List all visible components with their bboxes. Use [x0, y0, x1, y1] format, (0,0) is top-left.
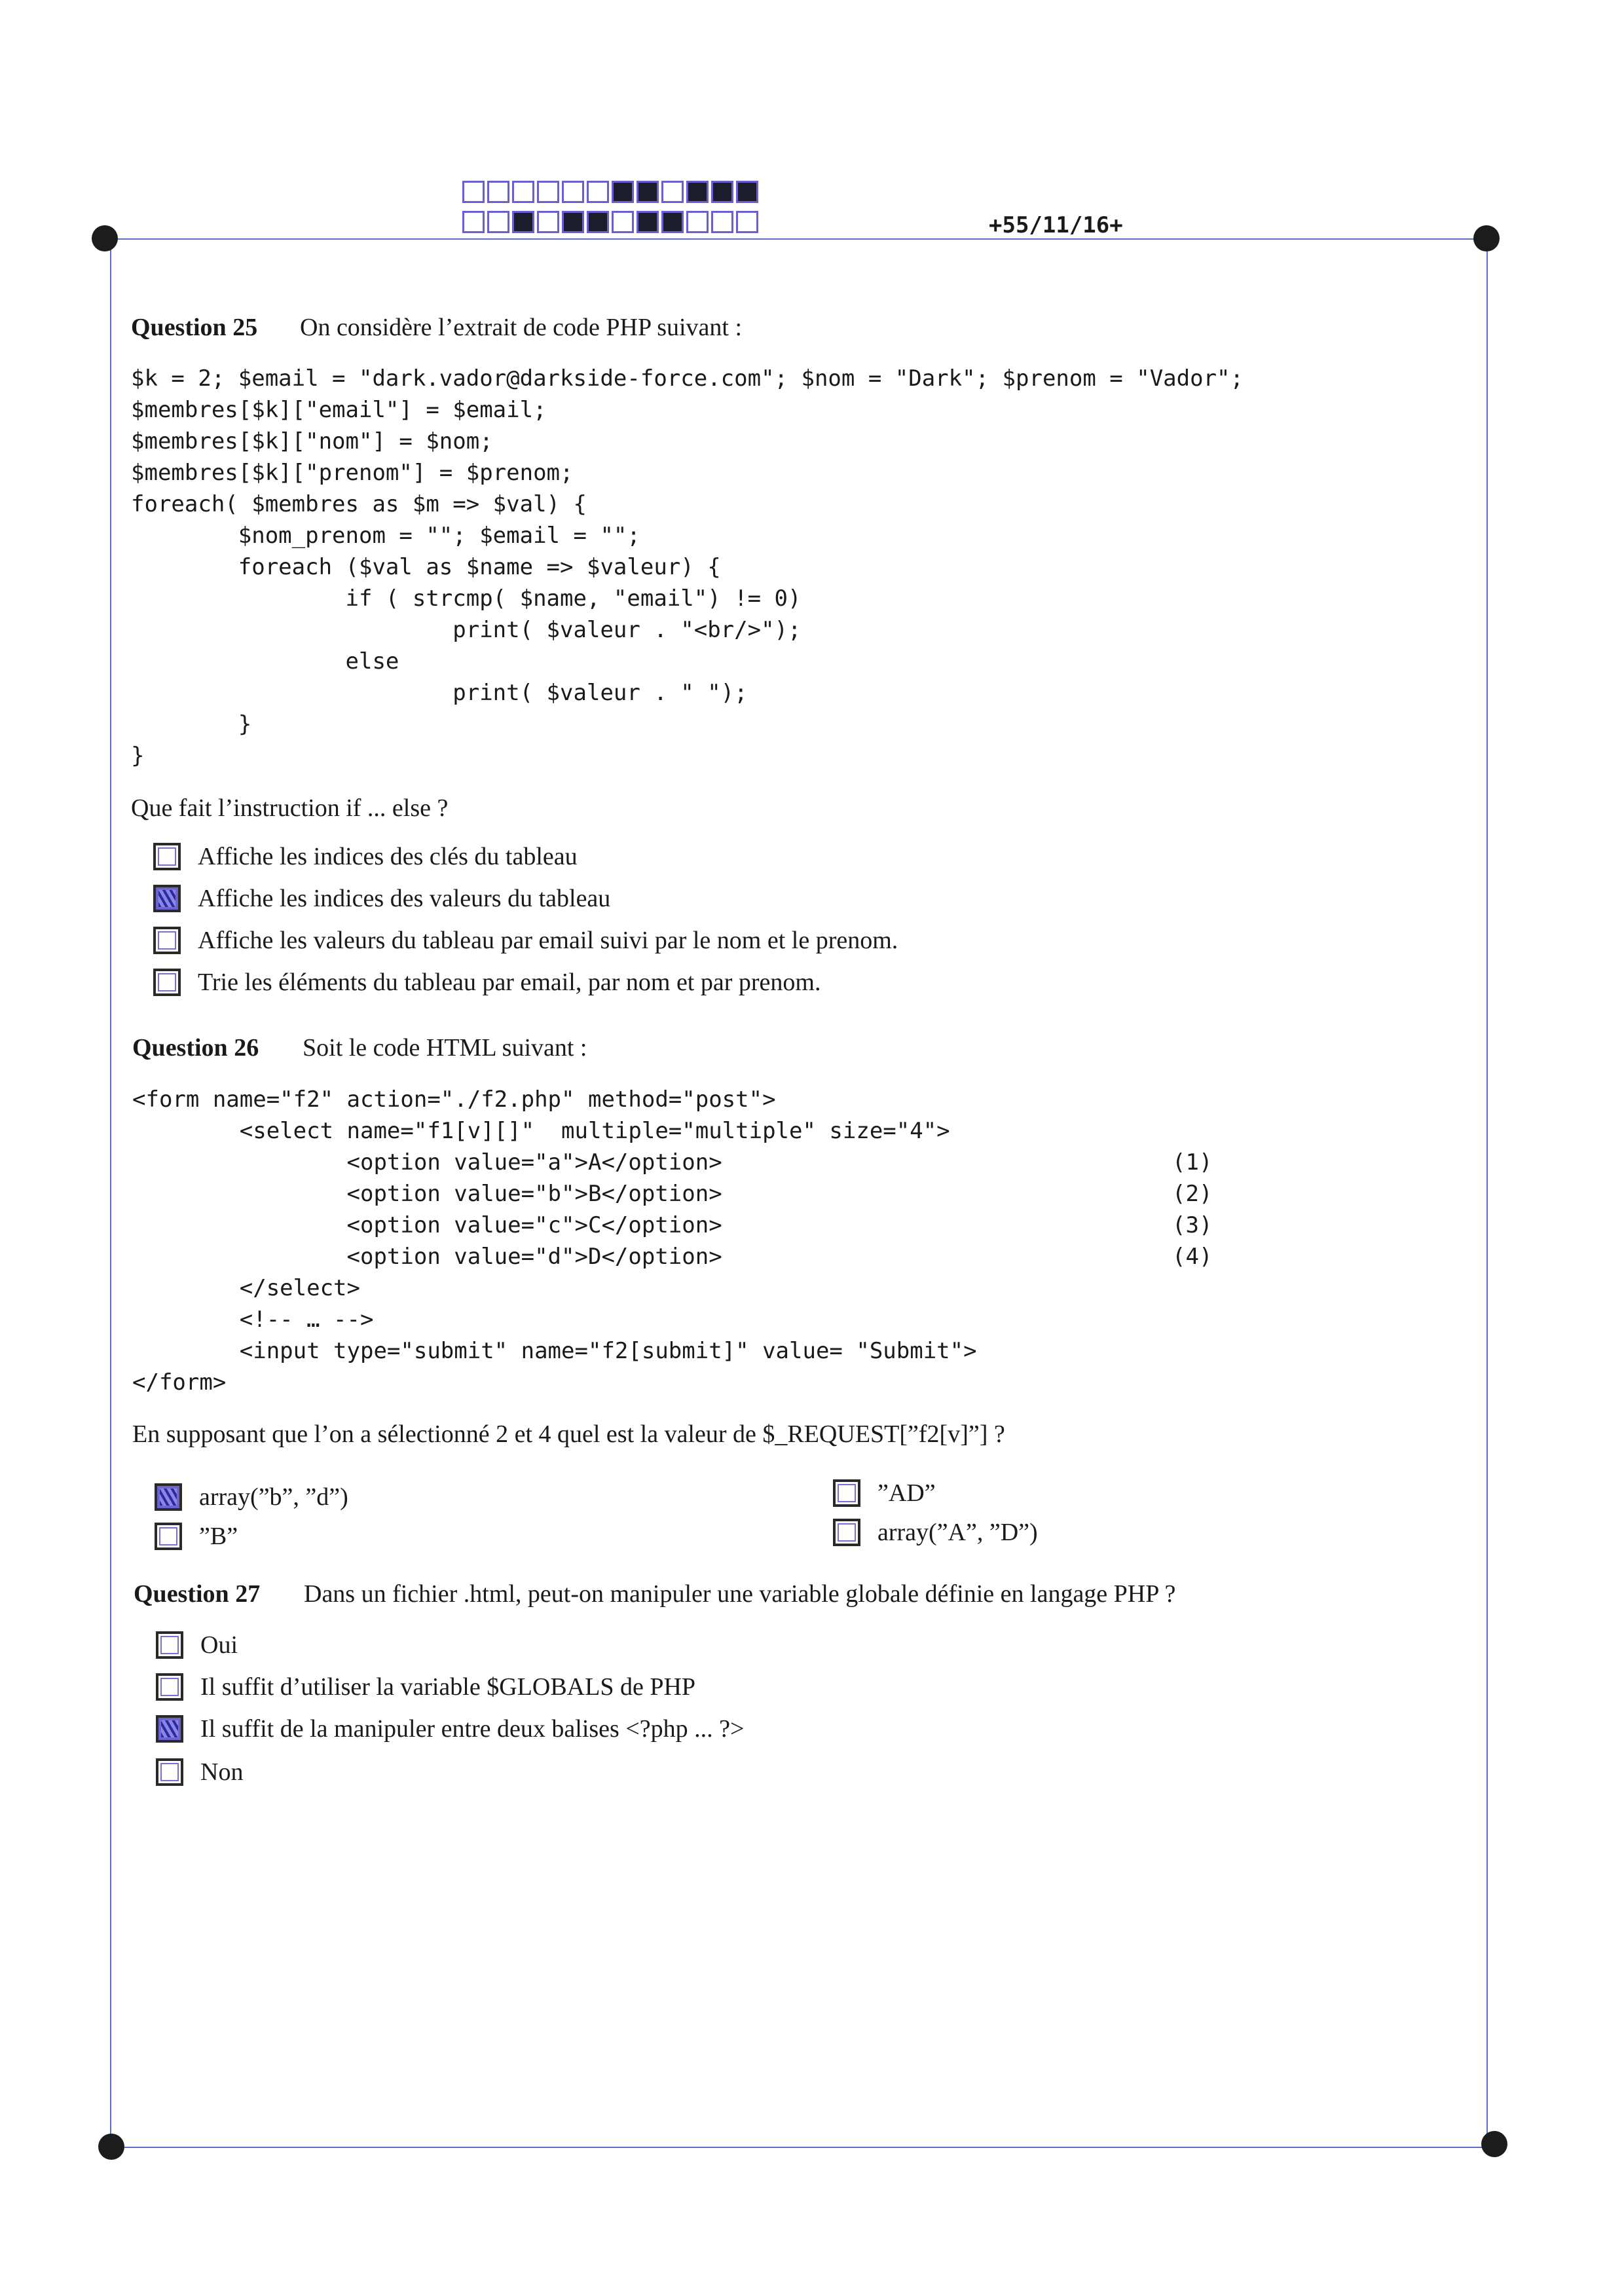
option-label: Oui [200, 1631, 238, 1659]
barcode-cell [487, 211, 509, 233]
checkbox[interactable] [155, 1523, 182, 1550]
option-label: array(”b”, ”d”) [199, 1483, 348, 1511]
question-25-prompt: Que fait l’instruction if ... else ? [131, 794, 449, 822]
barcode-cell [512, 211, 534, 233]
barcode-cell [587, 211, 609, 233]
page-id: +55/11/16+ [989, 212, 1123, 238]
code-line: <option value="b">B</option> [132, 1181, 722, 1207]
barcode-cell [487, 181, 509, 203]
code-line: <input type="submit" name="f2[submit]" value= "Submit"> [132, 1338, 977, 1364]
code-line: <option value="c">C</option> [132, 1212, 722, 1238]
barcode-cell [686, 211, 709, 233]
code-line: print( $valeur . "<br/>"); [131, 617, 802, 643]
checkbox[interactable] [156, 1715, 183, 1743]
corner-marker-bottom-right [1481, 2131, 1507, 2157]
code-line: </select> [132, 1275, 360, 1301]
option-label: Il suffit de la manipuler entre deux balises <?php ... ?> [200, 1715, 745, 1743]
checkbox[interactable] [156, 1673, 183, 1701]
q26-option-3[interactable] [155, 1522, 238, 1551]
q27-option-1[interactable] [156, 1631, 238, 1659]
option-label: Affiche les indices des clés du tableau [198, 843, 578, 870]
q27-option-3[interactable] [156, 1714, 744, 1743]
code-line: } [131, 711, 252, 737]
line-number: (2) [1172, 1181, 1213, 1207]
barcode-cell [736, 211, 758, 233]
option-label: array(”A”, ”D”) [877, 1519, 1038, 1546]
barcode-cell [462, 211, 485, 233]
checkbox[interactable] [156, 1631, 183, 1659]
option-label: Affiche les valeurs du tableau par email suivi par le nom et le prenom. [198, 927, 898, 954]
barcode-cell [562, 211, 584, 233]
corner-marker-top-right [1473, 225, 1500, 251]
q26-option-4[interactable] [833, 1518, 1038, 1547]
barcode-cell [711, 211, 733, 233]
barcode-cell [537, 211, 559, 233]
code-line: foreach ($val as $name => $valeur) { [131, 554, 721, 580]
q26-option-1[interactable] [155, 1483, 348, 1511]
barcode-cell [612, 181, 634, 203]
question-26-label: Question 26 [132, 1034, 259, 1062]
frame-bottom-line [111, 2147, 1494, 2148]
corner-marker-bottom-left [98, 2134, 124, 2160]
line-number: (4) [1172, 1244, 1213, 1270]
q25-option-1[interactable] [153, 842, 578, 871]
option-label: Il suffit d’utiliser la variable $GLOBALS de PHP [200, 1673, 696, 1701]
option-label: Non [200, 1758, 244, 1786]
option-label: Trie les éléments du tableau par email, par nom et par prenom. [198, 969, 821, 996]
code-line: if ( strcmp( $name, "email") != 0) [131, 585, 802, 612]
barcode-row-1 [462, 181, 761, 203]
barcode-cell [711, 181, 733, 203]
barcode-cell [462, 181, 485, 203]
question-27-label: Question 27 [134, 1580, 261, 1608]
barcode-row-2 [462, 211, 761, 233]
code-line: <option value="d">D</option> [132, 1244, 722, 1270]
barcode-cell [637, 211, 659, 233]
q25-option-4[interactable] [153, 968, 821, 997]
frame-right-line [1486, 238, 1488, 2147]
code-line: else [131, 648, 399, 675]
code-line: </form> [132, 1369, 227, 1396]
code-line: $nom_prenom = ""; $email = ""; [131, 523, 640, 549]
question-26-intro: Soit le code HTML suivant : [303, 1034, 587, 1062]
option-label: ”B” [199, 1523, 238, 1550]
barcode-cell [661, 181, 684, 203]
checkbox[interactable] [155, 1483, 182, 1511]
code-line: } [131, 743, 145, 769]
code-line: <!-- … --> [132, 1306, 374, 1333]
barcode-cell [587, 181, 609, 203]
code-line: $k = 2; $email = "dark.vador@darkside-force.com"; $nom = "Dark"; $prenom = "Vador"; [131, 365, 1244, 392]
code-line: <form name="f2" action="./f2.php" method="post"> [132, 1086, 776, 1113]
checkbox[interactable] [156, 1758, 183, 1786]
question-27-intro: Dans un fichier .html, peut-on manipuler une variable globale définie en langage PHP ? [304, 1580, 1176, 1608]
frame-top-line [105, 238, 1486, 240]
code-line: $membres[$k]["prenom"] = $prenom; [131, 460, 574, 486]
barcode-cell [686, 181, 709, 203]
q27-option-4[interactable] [156, 1758, 243, 1787]
barcode-cell [736, 181, 758, 203]
barcode-cell [562, 181, 584, 203]
barcode-cell [637, 181, 659, 203]
code-line: print( $valeur . " "); [131, 680, 748, 706]
q25-option-2[interactable] [153, 884, 610, 913]
code-line: <option value="a">A</option> [132, 1149, 722, 1176]
option-label: ”AD” [877, 1479, 936, 1507]
q25-option-3[interactable] [153, 926, 898, 955]
q27-option-2[interactable] [156, 1673, 695, 1701]
corner-marker-top-left [92, 225, 118, 251]
checkbox[interactable] [153, 843, 181, 870]
checkbox[interactable] [153, 927, 181, 954]
checkbox[interactable] [833, 1519, 860, 1546]
line-number: (1) [1172, 1149, 1213, 1176]
line-number: (3) [1172, 1212, 1213, 1238]
barcode-cell [661, 211, 684, 233]
code-line: foreach( $membres as $m => $val) { [131, 491, 587, 517]
code-line: $membres[$k]["nom"] = $nom; [131, 428, 493, 454]
checkbox[interactable] [153, 969, 181, 996]
option-label: Affiche les indices des valeurs du tableau [198, 885, 611, 912]
frame-left-line [110, 238, 111, 2147]
barcode-cell [512, 181, 534, 203]
question-26-prompt: En supposant que l’on a sélectionné 2 et 4 quel est la valeur de $_REQUEST[”f2[v]”] ? [132, 1420, 1005, 1448]
question-25-intro: On considère l’extrait de code PHP suivant : [300, 314, 743, 341]
question-25-label: Question 25 [131, 314, 258, 341]
q26-option-2[interactable] [833, 1479, 936, 1508]
barcode-cell [537, 181, 559, 203]
code-line: <select name="f1[v][]" multiple="multiple" size="4"> [132, 1118, 950, 1144]
barcode-cell [612, 211, 634, 233]
checkbox[interactable] [153, 885, 181, 912]
checkbox[interactable] [833, 1479, 860, 1507]
code-line: $membres[$k]["email"] = $email; [131, 397, 547, 423]
